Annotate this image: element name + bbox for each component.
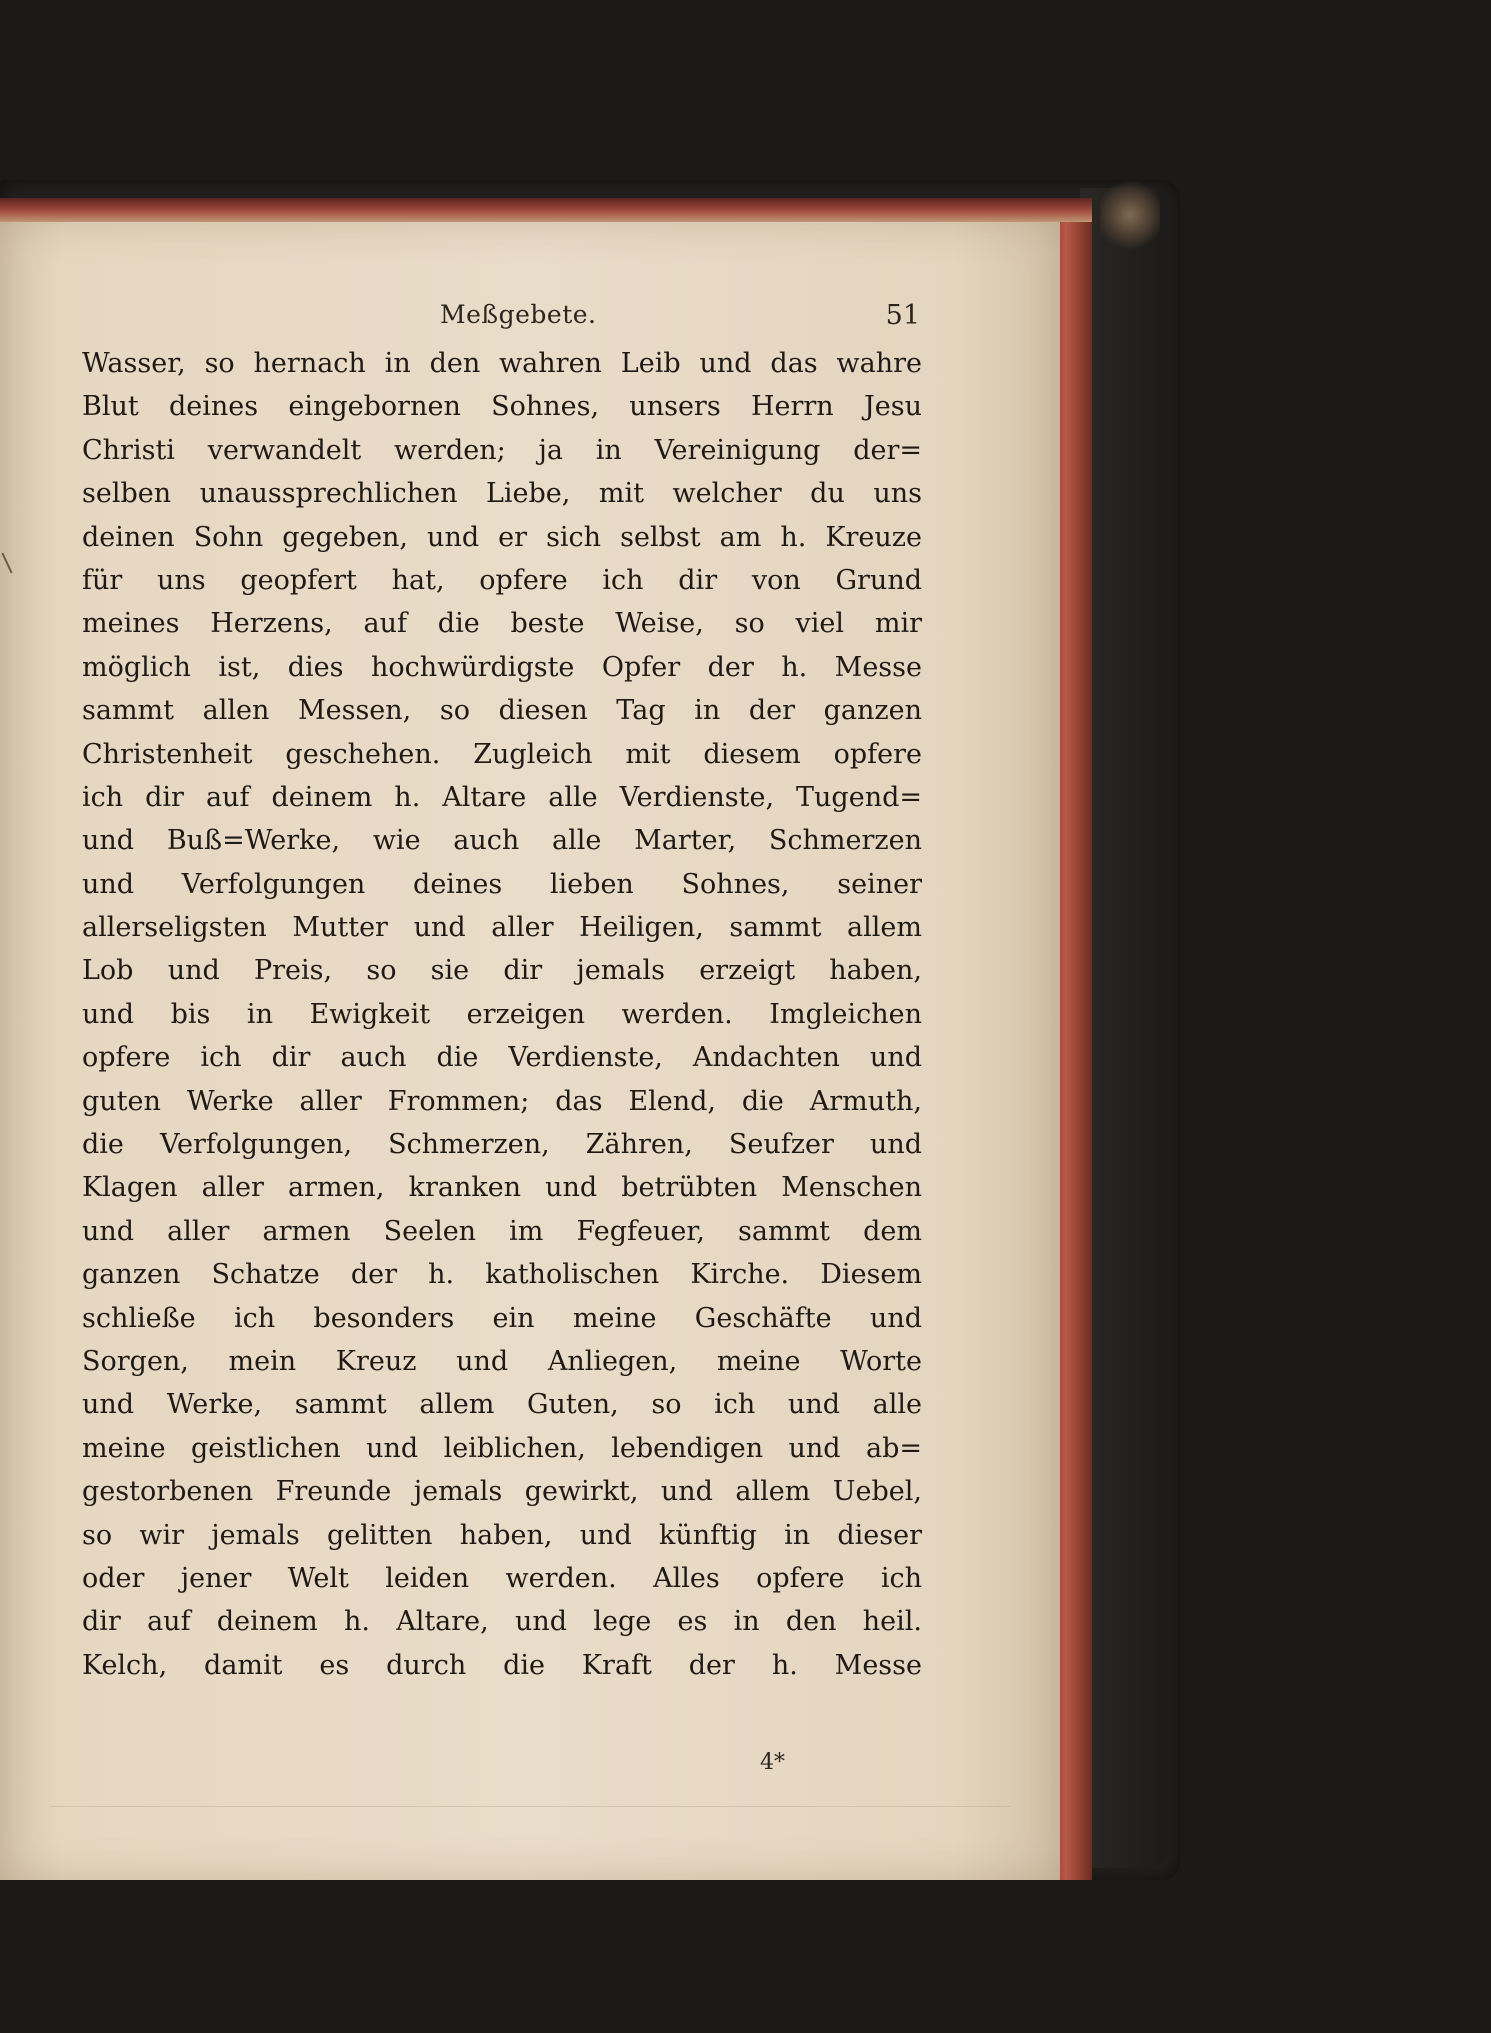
text-line: allerseligsten Mutter und aller Heiligen, sammt allem xyxy=(82,912,922,944)
text-line: Christenheit geschehen. Zugleich mit diesem opfere xyxy=(82,738,922,770)
text-line: die Verfolgungen, Schmerzen, Zähren, Seufzer und xyxy=(82,1129,922,1161)
body-text xyxy=(82,342,922,1687)
text-line: und bis in Ewigkeit erzeigen werden. Imgleichen xyxy=(82,998,922,1030)
text-line: ich dir auf deinem h. Altare alle Verdienste, Tugend= xyxy=(82,781,922,813)
text-line: Lob und Preis, so sie dir jemals erzeigt haben, xyxy=(82,955,922,987)
text-line: dir auf deinem h. Altare, und lege es in den heil. xyxy=(82,1606,922,1638)
cover-wear-spot xyxy=(1100,180,1160,250)
page-top-edge xyxy=(0,198,1092,224)
text-line: meine geistlichen und leiblichen, lebendigen und ab= xyxy=(82,1432,922,1464)
text-line: selben unaussprechlichen Liebe, mit welcher du uns xyxy=(82,478,922,510)
text-line: und Werke, sammt allem Guten, so ich und alle xyxy=(82,1389,922,1421)
text-line: und Buß=Werke, wie auch alle Marter, Schmerzen xyxy=(82,825,922,857)
text-line: und Verfolgungen deines lieben Sohnes, seiner xyxy=(82,868,922,900)
text-line: möglich ist, dies hochwürdigste Opfer der h. Messe xyxy=(82,651,922,683)
text-line: gestorbenen Freunde jemals gewirkt, und allem Uebel, xyxy=(82,1476,922,1508)
text-line: für uns geopfert hat, opfere ich dir von Grund xyxy=(82,564,922,596)
text-line: so wir jemals gelitten haben, und künftig in dieser xyxy=(82,1519,922,1551)
page-number: 51 xyxy=(885,300,920,331)
text-line: Blut deines eingebornen Sohnes, unsers Herrn Jesu xyxy=(82,391,922,423)
bottom-rule xyxy=(50,1806,1010,1807)
text-line: meines Herzens, auf die beste Weise, so viel mir xyxy=(82,608,922,640)
text-line: Wasser, so hernach in den wahren Leib und das wahre xyxy=(82,348,922,379)
book-cover-edge xyxy=(1080,188,1170,1868)
text-line: schließe ich besonders ein meine Geschäfte und xyxy=(82,1302,922,1334)
text-line: sammt allen Messen, so diesen Tag in der ganzen xyxy=(82,695,922,727)
text-line: Klagen aller armen, kranken und betrübten Menschen xyxy=(82,1172,922,1204)
text-line: und aller armen Seelen im Fegfeuer, sammt dem xyxy=(82,1215,922,1247)
page-header xyxy=(80,300,920,340)
text-line: oder jener Welt leiden werden. Alles opfere ich xyxy=(82,1562,922,1594)
signature-mark: 4* xyxy=(760,1750,785,1775)
text-line: Christi verwandelt werden; ja in Vereinigung der= xyxy=(82,434,922,466)
gutter-mark xyxy=(1,553,12,574)
text-line: opfere ich dir auch die Verdienste, Andachten und xyxy=(82,1042,922,1074)
running-title: Meßgebete. xyxy=(440,300,597,329)
text-line: deinen Sohn gegeben, und er sich selbst am h. Kreuze xyxy=(82,521,922,553)
text-line: ganzen Schatze der h. katholischen Kirche. Diesem xyxy=(82,1259,922,1291)
text-line: Kelch, damit es durch die Kraft der h. Messe xyxy=(82,1649,922,1681)
text-line: guten Werke aller Frommen; das Elend, die Armuth, xyxy=(82,1085,922,1117)
text-line: Sorgen, mein Kreuz und Anliegen, meine Worte xyxy=(82,1345,922,1377)
